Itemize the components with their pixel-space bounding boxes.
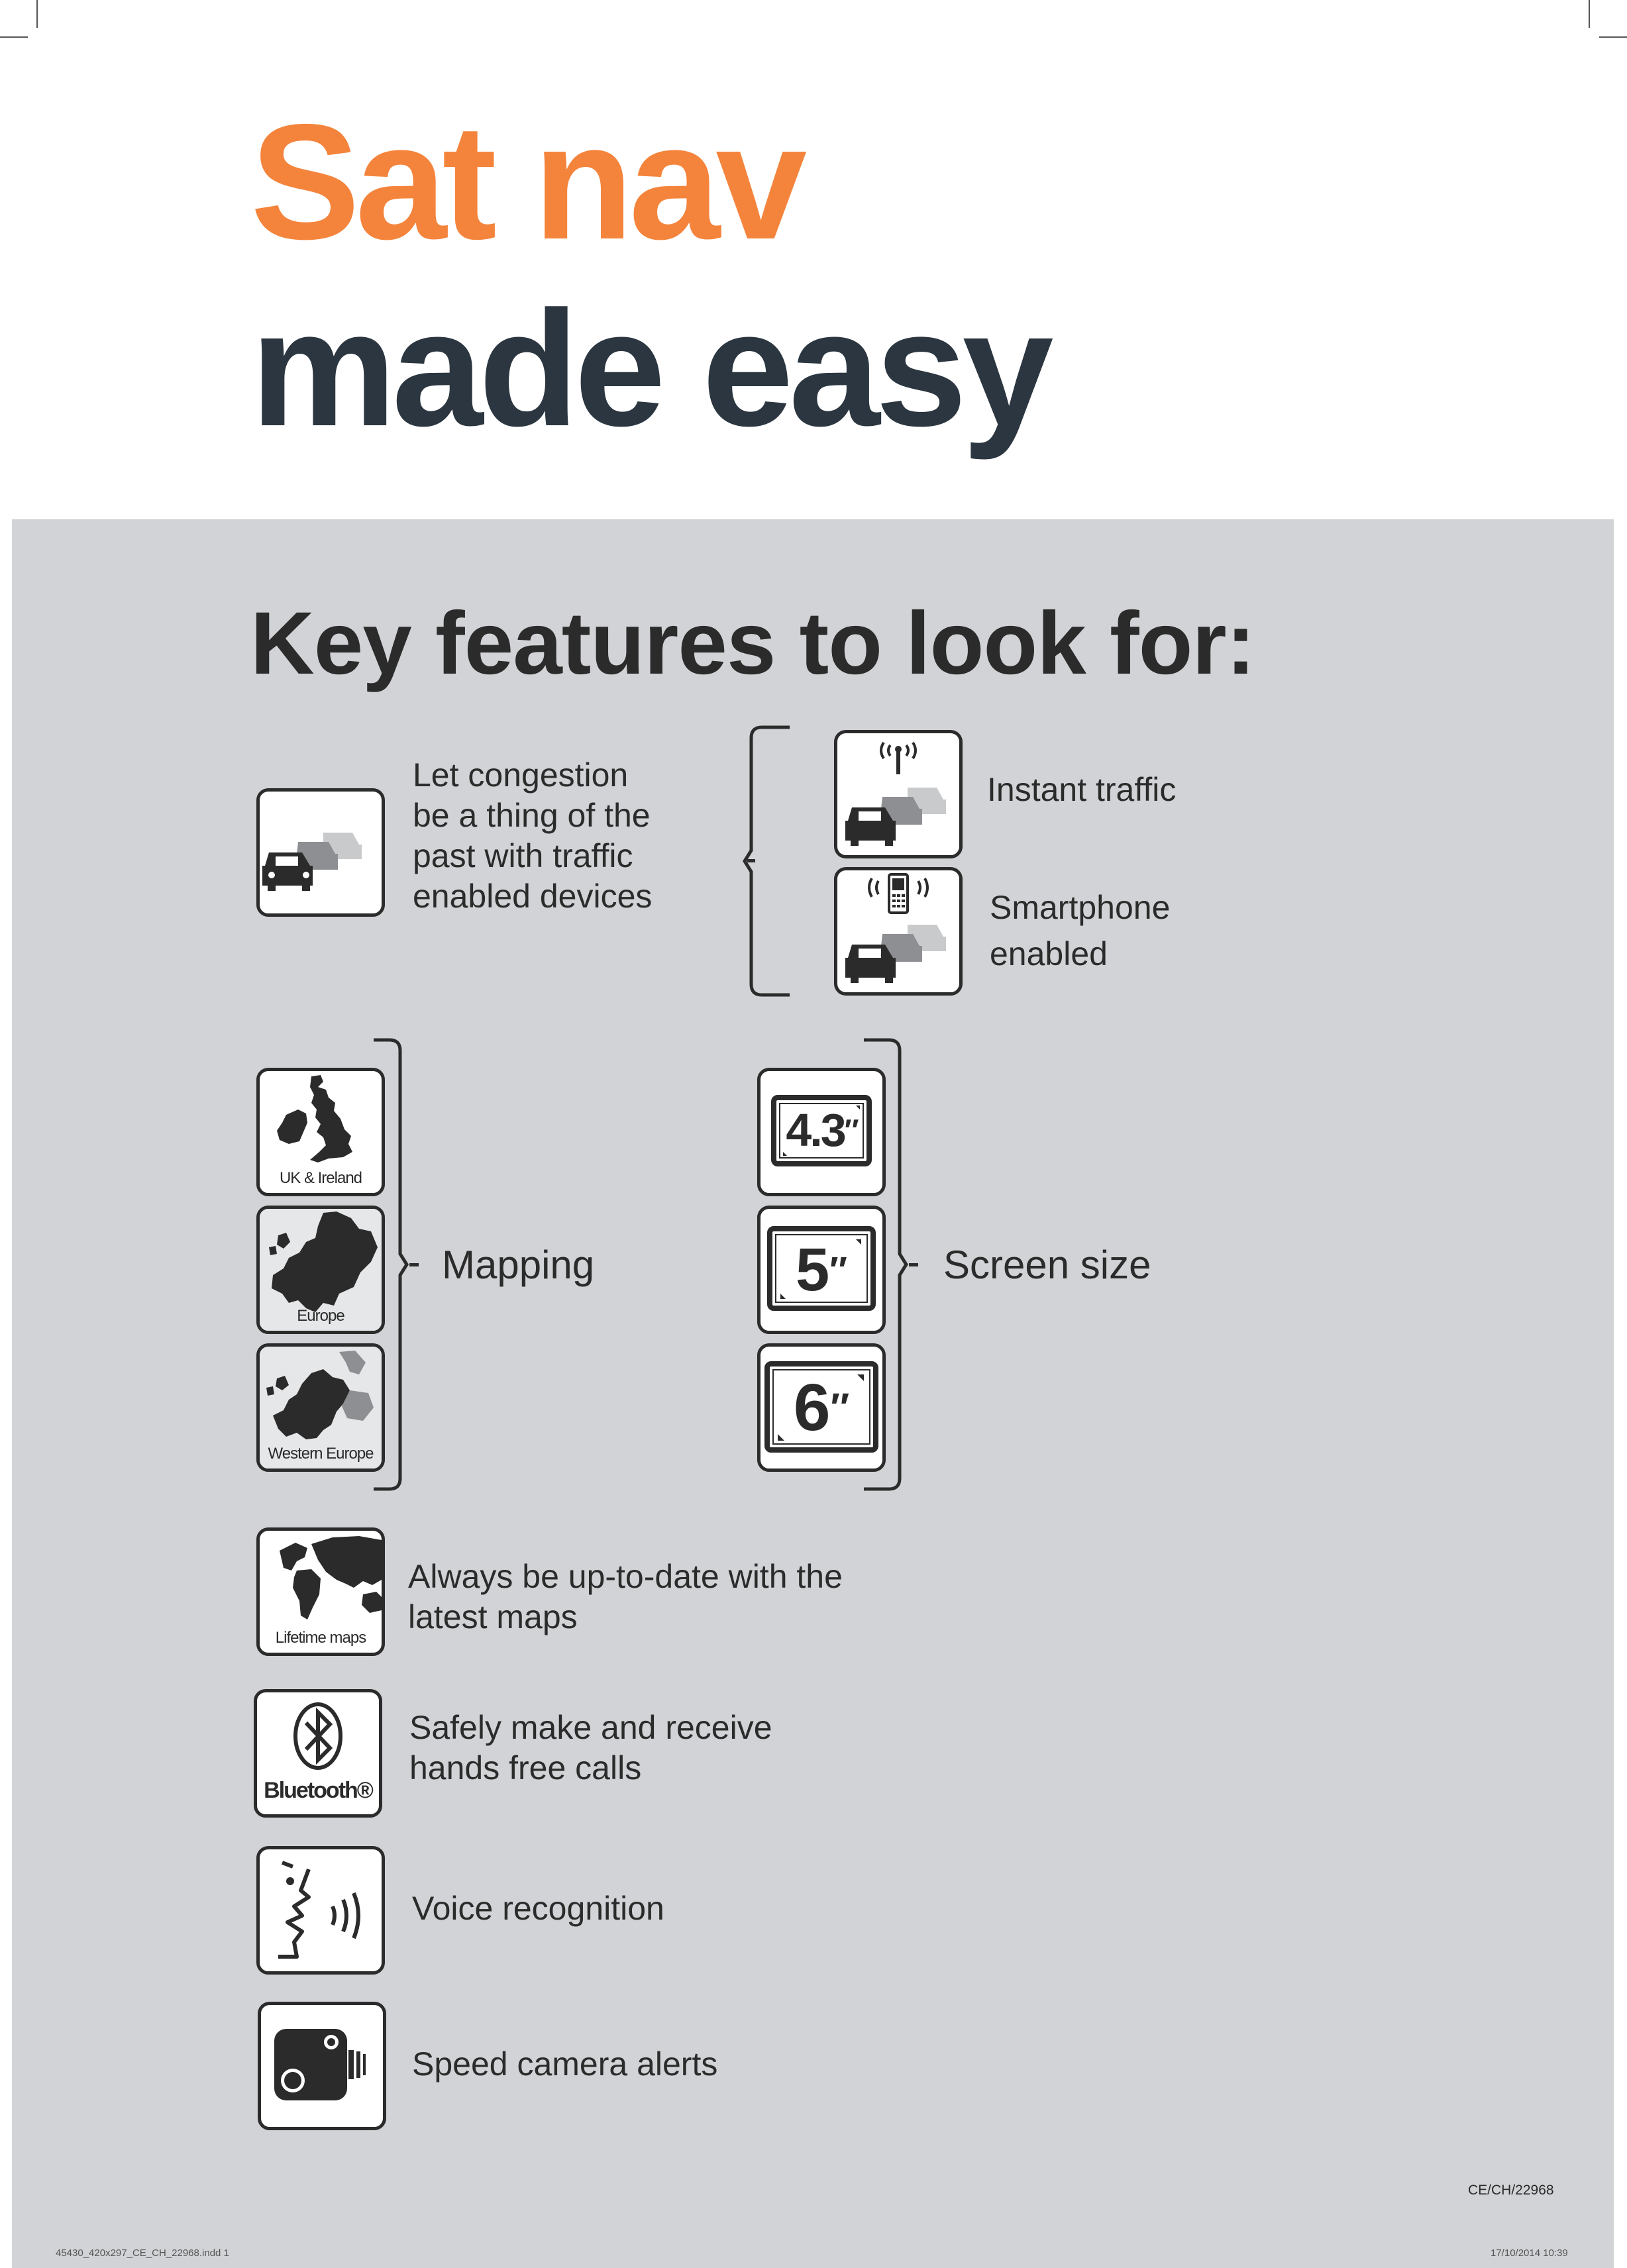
reference-code: CE/CH/22968 — [1468, 2183, 1554, 2198]
title-line-2: made easy — [250, 276, 1049, 460]
traffic-description-line-1: Let congestion — [413, 756, 629, 794]
crop-mark-top-left-v — [36, 0, 38, 28]
traffic-description-line-2: be a thing of the — [413, 797, 651, 834]
lifetime-maps-label: Lifetime maps — [275, 1629, 366, 1647]
europe-map-icon — [256, 1206, 385, 1334]
features-heading: Key features to look for: — [250, 594, 1255, 693]
voice-recognition-text: Voice recognition — [412, 1890, 664, 1927]
uk-ireland-map-icon — [256, 1068, 385, 1196]
print-date-time: 17/10/2014 10:39 — [1491, 2247, 1568, 2259]
screen-size-bracket-tick — [909, 1263, 918, 1266]
traffic-icon — [256, 788, 385, 917]
crop-mark-top-right-v — [1589, 0, 1590, 28]
instant-traffic-graphic — [837, 733, 959, 855]
crop-mark-top-left-h — [0, 36, 28, 38]
inch-mark: ″ — [829, 1249, 847, 1290]
screen-size-6-number: 6 — [793, 1370, 831, 1445]
western-europe-map-label: Western Europe — [268, 1445, 374, 1463]
speed-camera-icon — [258, 2002, 386, 2130]
file-info: 45430_420x297_CE_CH_22968.indd 1 — [56, 2247, 229, 2259]
voice-recognition-icon — [256, 1846, 385, 1975]
uk-ireland-map-label: UK & Ireland — [279, 1169, 362, 1187]
mapping-label: Mapping — [442, 1243, 595, 1287]
bluetooth-text-line-1: Safely make and receive — [409, 1709, 772, 1746]
screen-size-bracket — [861, 1037, 914, 1492]
traffic-description-line-3: past with traffic — [413, 837, 633, 874]
screen-size-5-number: 5 — [796, 1236, 830, 1304]
smartphone-enabled-line-1: Smartphone — [990, 889, 1171, 926]
speed-camera-text: Speed camera alerts — [412, 2045, 718, 2083]
screen-size-4-3-number: 4.3 — [786, 1104, 845, 1156]
instant-traffic-icon — [834, 730, 963, 858]
traffic-description-line-4: enabled devices — [413, 878, 653, 915]
western-europe-map-icon — [256, 1343, 385, 1472]
lifetime-maps-icon — [256, 1527, 385, 1656]
mapping-bracket-tick — [409, 1263, 419, 1266]
traffic-bracket-tick — [747, 859, 755, 862]
speed-camera-graphic — [261, 2005, 383, 2127]
mapping-bracket — [371, 1037, 411, 1492]
instant-traffic-label: Instant traffic — [987, 771, 1177, 808]
smartphone-enabled-line-2: enabled — [990, 935, 1108, 972]
lifetime-maps-text-line-1: Always be up-to-date with the — [408, 1558, 843, 1595]
bluetooth-label: Bluetooth® — [264, 1778, 372, 1803]
screen-size-label: Screen size — [943, 1243, 1151, 1287]
cars-graphic — [260, 792, 382, 913]
bluetooth-icon — [254, 1689, 382, 1818]
title-line-1: Sat nav — [250, 89, 803, 274]
smartphone-traffic-graphic — [837, 870, 959, 992]
lifetime-maps-text-line-2: latest maps — [408, 1598, 578, 1635]
speaking-face-graphic — [260, 1849, 382, 1971]
smartphone-enabled-icon — [834, 867, 963, 996]
inch-mark: ″ — [844, 1113, 857, 1147]
bluetooth-text-line-2: hands free calls — [409, 1749, 642, 1786]
inch-mark: ″ — [830, 1385, 850, 1429]
europe-map-label: Europe — [297, 1307, 344, 1325]
crop-mark-top-right-h — [1599, 36, 1627, 38]
